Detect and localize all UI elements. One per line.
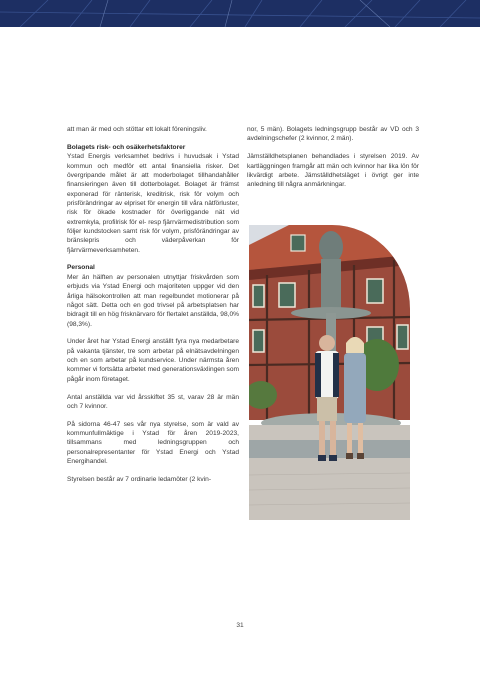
board-paragraph: På sidorna 46-47 ses vår nya styrelse, som är vald av kommunfullmäktige i Ystad för åren 2019-2023, tillsammans med ledningsgruppen och personalrepresentanter för Ystad Energi och Ystad Energihandel. xyxy=(67,420,239,466)
intro-paragraph: att man är med och stöttar ett lokalt föreningsliv. xyxy=(67,126,207,133)
personal-paragraph: Mer än hälften av personalen utnyttjar friskvården som erbjuds via Ystad Energi och majoriteten uppger vid den årliga hälsokontrollen att man regelbundet motionerar på något sätt. Detta och en god trivsel på arbetsplatsen har bidragit till en hög frisknärvaro för flertalet anställda, 98,0% (98,3%). xyxy=(67,273,239,328)
right-column xyxy=(247,125,419,198)
header-banner xyxy=(0,0,480,27)
photo-illustration xyxy=(249,225,410,520)
page-number: 31 xyxy=(236,622,244,629)
board-composition-paragraph: Styrelsen består av 7 ordinarie ledamöter (2 kvin- xyxy=(67,476,212,483)
equality-paragraph: Jämställdhetsplanen behandlades i styrelsen 2019. Av kartläggningen framgår att män och kvinnor har lika lön för likvärdigt arbete. Jämställdhetsläget i övrigt ger inte anledning till några anmärkningar. xyxy=(247,153,419,189)
hires-paragraph: Under året har Ystad Energi anställt fyra nya medarbetare på vakanta tjänster, tre som arbetar på elnätsavdelningen och en som arbetar på kundservice. Under närmsta åren kommer vi fortsätta arbetet med generationsväxlingen som pågår inom företaget. xyxy=(67,338,239,383)
left-column xyxy=(67,125,239,493)
risk-heading: Bolagets risk- och osäkerhetsfaktorer xyxy=(67,143,186,151)
management-paragraph: nor, 5 män). Bolagets ledningsgrupp består av VD och 3 avdelningschefer (2 kvinnor, 2 män). xyxy=(247,126,419,143)
couple-photo xyxy=(249,225,410,520)
risk-paragraph: Ystad Energis verksamhet bedrivs i huvudsak i Ystad kommun och medför ett antal finansiella risker. Det övergripande målet är att moderbolaget tillhandahåller finansieringen även till dotterbolaget. Bolaget är främst exponerad för ränterisk, kreditrisk, risk för volym och prisförändringar av elpriset för energin till våra nätförluster, risk för ökade kostnader för överliggande nät vid extremkyla, profilrisk för el- resp fjärrvärmedistribution som följer kundstocken samt risk för volym, prisförändringar av bränslepris och väderpåverkan för fjärrvärmeverksamheten. xyxy=(67,153,239,254)
employee-count-paragraph: Antal anställda var vid årsskiftet 35 st, varav 28 är män och 7 kvinnor. xyxy=(67,393,239,410)
personal-heading: Personal xyxy=(67,264,95,272)
banner-pattern xyxy=(0,0,480,27)
